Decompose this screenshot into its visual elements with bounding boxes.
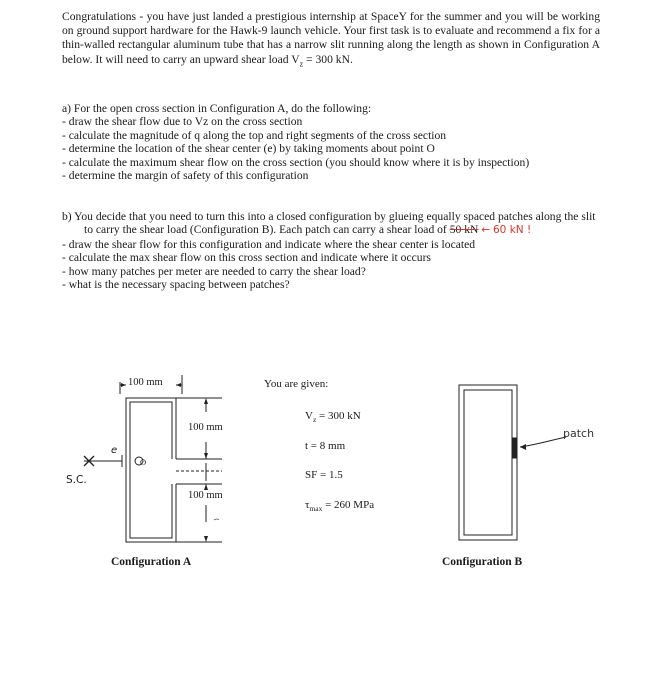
intro-text: Congratulations - you have just landed a prestigious internship at SpaceY for the summer and you will be working on ground support hardware for the Hawk-9 launch vehicle. Your first task is to evaluate and recommend a fix for a thin-walled rectangular aluminum tube that has a narrow slit running along the length as shown in Configuration A below. It will need to carry an upward shear load V <box>62 10 600 66</box>
configuration-b-figure <box>459 385 517 540</box>
tube-inner-wall <box>130 402 172 538</box>
width-dimension-label: 100 mm <box>128 377 163 388</box>
tube-outer-wall <box>459 385 517 540</box>
struck-value: 50 kN <box>449 223 479 237</box>
lower-height-label: 100 mm <box>188 490 223 501</box>
list-item: - how many patches per meter are needed to carry the shear load? <box>62 265 602 278</box>
patch-label: patch <box>563 427 595 440</box>
intro-tail: = 300 kN. <box>303 52 353 66</box>
correction-arrow-icon: ← <box>481 224 491 237</box>
configuration-a-caption: Configuration A <box>111 556 192 568</box>
list-item: - calculate the max shear flow on this cross section and indicate where it occurs <box>62 251 602 264</box>
given-vz <box>305 410 361 424</box>
point-o-label: O <box>140 457 147 467</box>
patch-arrow-icon <box>520 437 566 447</box>
list-item: - determine the margin of safety of this configuration <box>62 169 602 182</box>
part-b-heading-text: b) You decide that you need to turn this into a closed configuration by glueing equally spaced patches along the slit to carry the shear load (Configuration B). Each patch can carry a shear load of <box>62 210 596 237</box>
patch-marker <box>512 438 517 458</box>
given-tau <box>305 499 374 513</box>
tube-inner-wall <box>464 390 512 535</box>
list-item: - draw the shear flow due to Vz on the cross section <box>62 115 602 128</box>
intro-subscript: z <box>299 58 304 68</box>
list-item: - calculate the maximum shear flow on the cross section (you should know where it is by inspection) <box>62 156 602 169</box>
list-item: - calculate the magnitude of q along the top and right segments of the cross section <box>62 129 602 142</box>
list-item: - draw the shear flow for this configuration and indicate where the shear center is located <box>62 238 602 251</box>
list-item: - what is the necessary spacing between patches? <box>62 278 602 291</box>
handwritten-correction: 60 kN ! <box>493 224 532 237</box>
given-vz-symbol: V <box>305 410 313 422</box>
given-safety-factor: SF = 1.5 <box>305 469 343 481</box>
given-title: You are given: <box>264 378 329 390</box>
given-tau-value: = 260 MPa <box>322 499 375 511</box>
given-tau-symbol: τ <box>305 499 310 511</box>
given-tau-sub: max <box>309 504 323 514</box>
list-item: - determine the location of the shear center (e) by taking moments about point O <box>62 142 602 155</box>
given-vz-value: = 300 kN <box>316 410 361 422</box>
configuration-b-caption: Configuration B <box>442 556 523 568</box>
shear-center-label: S.C. <box>66 474 87 486</box>
tube-outer-wall <box>126 398 176 542</box>
given-thickness: t = 8 mm <box>305 440 346 452</box>
given-vz-sub: z <box>312 415 317 425</box>
e-dimension-label: e <box>111 445 118 456</box>
upper-height-label: 100 mm <box>188 422 223 433</box>
part-a-heading: a) For the open cross section in Configuration A, do the following: <box>62 102 372 115</box>
